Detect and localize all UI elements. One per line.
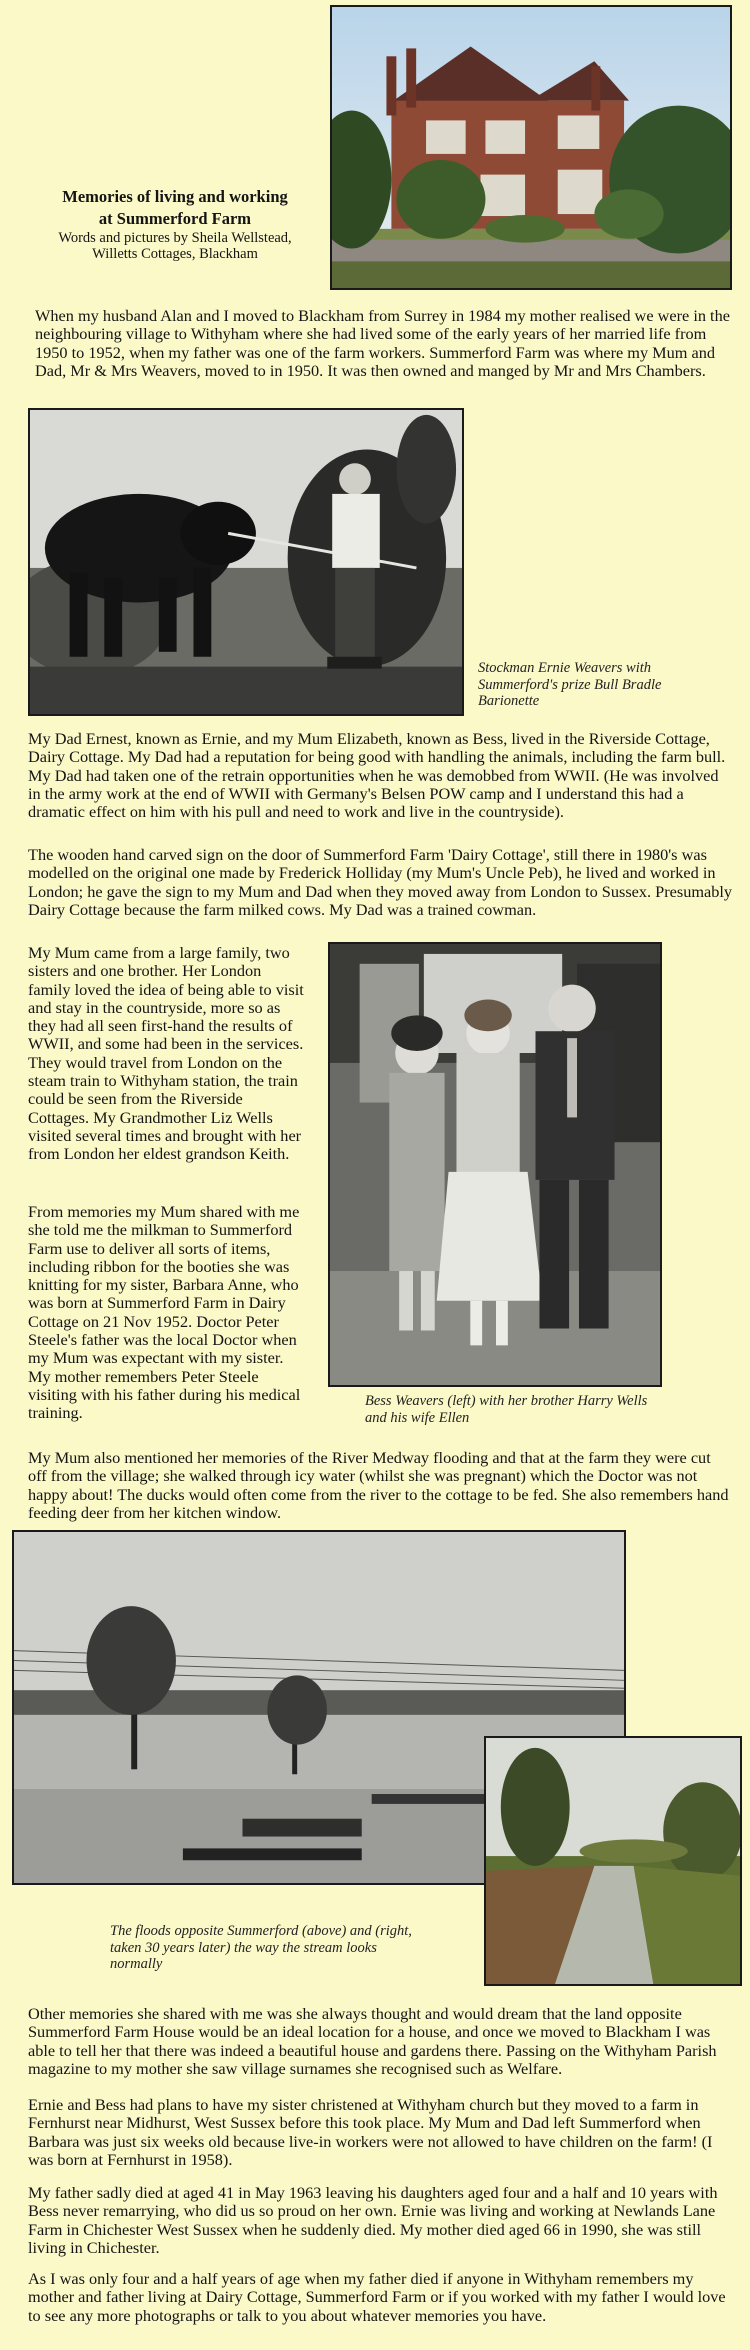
bull-photo-image (30, 410, 462, 714)
article-header (10, 186, 340, 262)
paragraph-dairy-cottage: The wooden hand carved sign on the door of Summerford Farm 'Dairy Cottage', still there in 1980's was modelled on the original one made by Frederick Holliday (my Mum's Uncle Peb), he lived and worked in London; he gave the sign to my Mum and Dad when they moved away from London to Sussex. Presumably Dairy Cottage because the farm milked cows. My Dad was a trained cowman. (28, 845, 733, 919)
bull-photo (28, 408, 464, 716)
family-photo-image (330, 944, 660, 1385)
article-title-line2: at Summerford Farm (98, 209, 252, 228)
paragraph-dream-house: Other memories she shared with me was she always thought and would dream that the land opposite Summerford Farm House would be an ideal location for a house, and once we moved to Blackham I was able to tell her that there was indeed a beautiful house and gardens there. Passing on the Withyham Parish magazine to my mother she saw village surnames she recognised such as Welfare. (28, 2004, 717, 2078)
article-address: Willetts Cottages, Blackham (92, 246, 258, 262)
paragraph-milkman: From memories my Mum shared with me she told me the milkman to Summerford Farm use to deliver all sorts of items, including ribbon for the booties she was knitting for my sister, Barbara Anne, who was born at Summerford Farm in Dairy Cottage on 21 Nov 1952. Doctor Peter Steele's father was the local Doctor when my Mum was expectant with my sister. My mother remembers Peter Steele visiting with his father during his medical training. (28, 1202, 301, 1423)
paragraph-intro: When my husband Alan and I moved to Blackham from Surrey in 1984 my mother realised we were in the neighbouring village to Withyham where she had lived some of the early years of her married life from 1950 to 1952, when my father was one of the farm workers. Summerford Farm was where my Mum and Dad, Mr & Mrs Weavers, moved to in 1950. It was then owned and manged by Mr and Mrs Chambers. (35, 306, 730, 380)
paragraph-parents: My Dad Ernest, known as Ernie, and my Mum Elizabeth, known as Bess, lived in the Riverside Cottage, Dairy Cottage. My Dad had a reputation for being good with handling the animals, including the farm bull. My Dad had taken one of the retrain opportunities when he was demobbed from WWII. (He was involved in the army work at the end of WWII with Germany's Belsen POW camp and I understand this had a dramatic effect on him with his pull and need to work and live in the countryside). (28, 729, 726, 822)
paragraph-appeal: As I was only four and a half years of age when my father died if anyone in Withyham remembers my mother and father living at Dairy Cottage, Summerford Farm or if you worked with my father I would love to see any more photographs or talk to you about whatever memories you have. (28, 2269, 726, 2325)
paragraph-family: My Mum came from a large family, two sisters and one brother. Her London family loved the idea of being able to visit and stay in the countryside, more so as they had all seen first-hand the results of WWII, and some had been in the services. They would travel from London on the steam train to Withyham station, the train could be seen from the Riverside Cottages. My Grandmother Liz Wells visited several times and brought with her from London her eldest grandson Keith. (28, 943, 304, 1164)
family-caption: Bess Weavers (left) with her brother Harry Wells and his wife Ellen (365, 1393, 648, 1426)
paragraph-christening: Ernie and Bess had plans to have my sister christened at Withyham church but they moved to a farm in Fernhurst near Midhurst, West Sussex before this took place. My Mum and Dad left Summerford when Barbara was just six weeks old because live-in workers were not allowed to have children on the farm! (I was born at Fernhurst in 1958). (28, 2095, 713, 2169)
paragraph-father-death: My father sadly died at aged 41 in May 1963 leaving his daughters aged four and a half and 10 years with Bess never remarrying, who did us so proud on her own. Ernie was living and working at Newlands Lane Farm in Chichester West Sussex when he suddenly died. My mother died aged 66 in 1990, she was still living in Chichester. (28, 2183, 718, 2257)
house-photo-image (332, 7, 730, 288)
paragraph-flooding: My Mum also mentioned her memories of the River Medway flooding and that at the farm they were cut off from the village; she walked through icy water (whilst she was pregnant) which the Doctor was not happy about! The ducks would often come from the river to the cottage to be fed. She also remembers hand feeding deer from her kitchen window. (28, 1448, 729, 1522)
bull-caption: Stockman Ernie Weavers with Summerford's prize Bull Bradle Barionette (478, 660, 662, 710)
article-byline: Words and pictures by Sheila Wellstead, (58, 230, 292, 246)
family-photo (328, 942, 662, 1387)
stream-photo-image (486, 1738, 740, 1984)
article-title-line1: Memories of living and working (62, 187, 288, 206)
house-photo (330, 5, 732, 290)
stream-photo (484, 1736, 742, 1986)
floods-caption: The floods opposite Summerford (above) and (right, taken 30 years later) the way the stream looks normally (110, 1923, 412, 1973)
